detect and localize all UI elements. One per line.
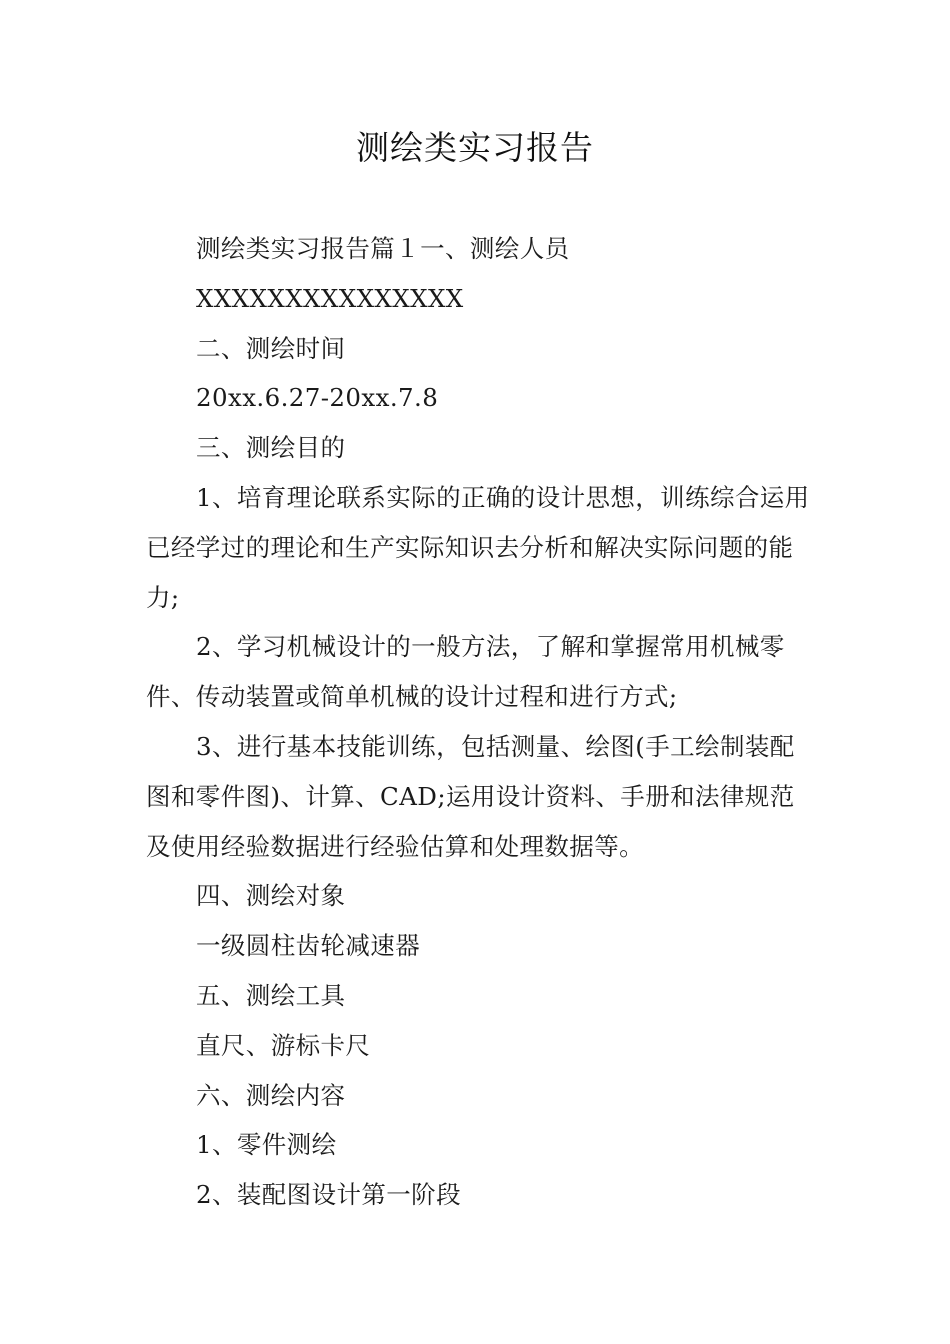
paragraph-tools: 直尺、游标卡尺 [196,1030,371,1060]
paragraph-personnel-names: XXXXXXXXXXXXXXX [196,283,464,313]
paragraph-heading-personnel: 测绘类实习报告篇１一、测绘人员 [196,234,570,263]
paragraph-content-2: 2、装配图设计第一阶段 [196,1180,461,1210]
paragraph-purpose-3: 3、进行基本技能训练，包括测量、绘图(手工绘制装配图和零件图)、计算、CAD;运用设计资料、手册和法律规范及使用经验数据进行经验估算和处理数据等。 [146,731,795,861]
paragraph-content-1: 1、零件测绘 [196,1130,337,1160]
paragraph-time-range: 20xx.6.27-20xx.7.8 [196,383,439,413]
paragraph-heading-tools: 五、测绘工具 [196,980,346,1010]
paragraph-purpose-2: 2、学习机械设计的一般方法，了解和掌握常用机械零件、传动装置或简单机械的设计过程和进行方式; [146,632,785,712]
paragraph-heading-time: 二、测绘时间 [196,333,346,363]
paragraph-purpose-1: 1、培育理论联系实际的正确的设计思想，训练综合运用已经学过的理论和生产实际知识去分析和解决实际问题的能力; [146,482,810,612]
document-title: 测绘类实习报告 [356,128,594,167]
paragraph-heading-object: 四、测绘对象 [196,881,346,911]
paragraph-object: 一级圆柱齿轮减速器 [196,931,421,961]
document-body [146,224,810,1220]
paragraph-heading-content: 六、测绘内容 [196,1080,346,1110]
paragraph-heading-purpose: 三、测绘目的 [196,433,346,463]
